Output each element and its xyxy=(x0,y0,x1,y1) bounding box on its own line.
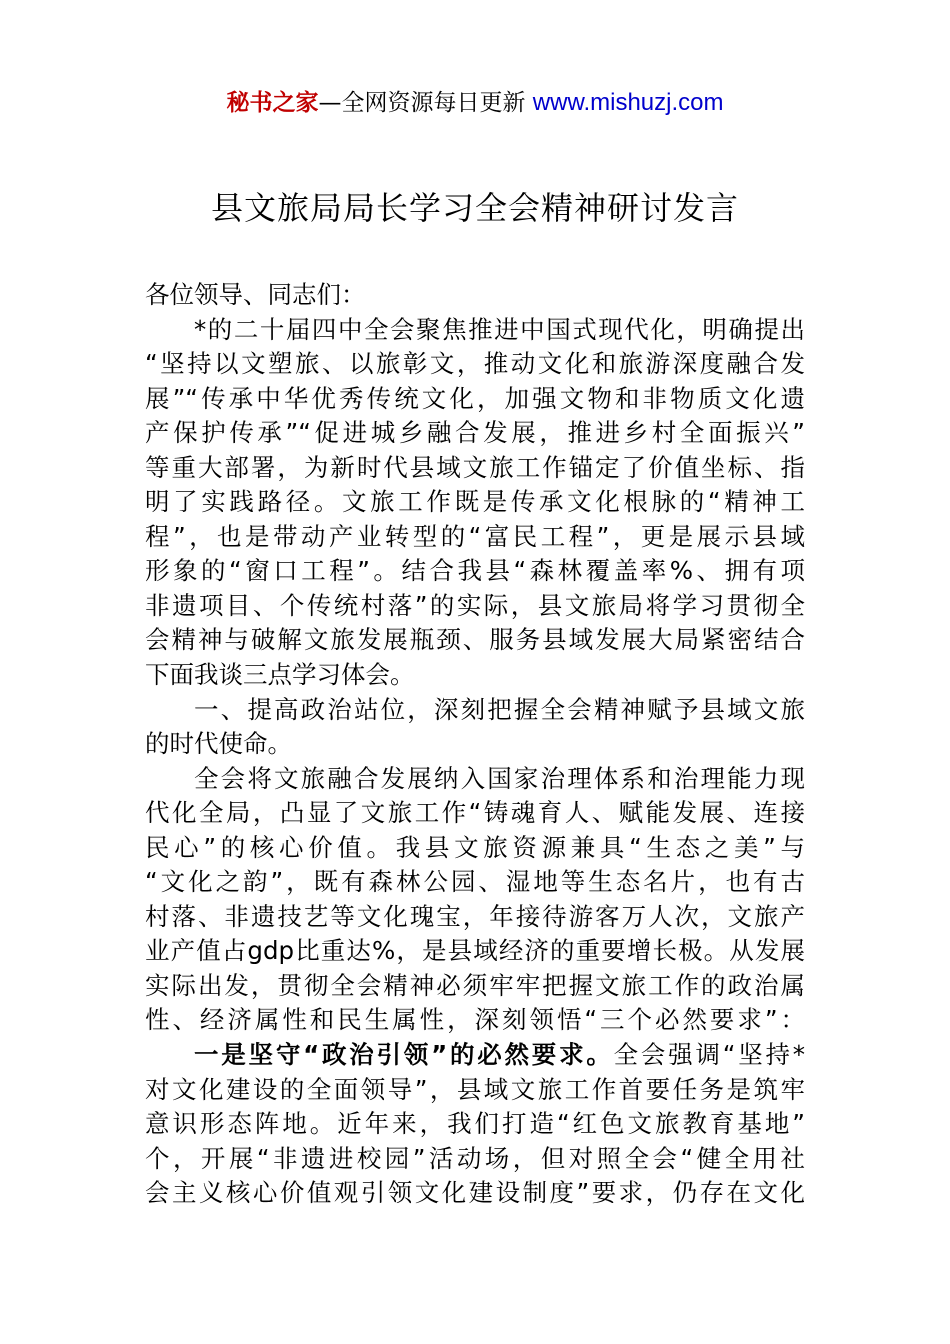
paragraph-line: *的二十届四中全会聚焦推进中国式现代化，明确提出 xyxy=(194,314,805,344)
paragraph-line: 程”，也是带动产业转型的“富民工程”，更是展示县域 xyxy=(145,521,805,551)
document-body xyxy=(145,278,805,1211)
paragraph-line: 非遗项目、个传统村落”的实际，县文旅局将学习贯彻全 xyxy=(145,590,805,620)
site-brand: 秘书之家 xyxy=(226,90,319,116)
site-url-link[interactable]: www.mishuzj.com xyxy=(532,89,724,116)
salutation-line: 各位领导、同志们： xyxy=(145,280,366,309)
site-slogan: —全网资源每日更新 xyxy=(318,90,533,116)
paragraph-line: 下面我谈三点学习体会。 xyxy=(145,660,415,690)
paragraph-line: 民心”的核心价值。我县文旅资源兼具“生态之美”与 xyxy=(145,832,805,862)
paragraph-line: 村落、非遗技艺等文化瑰宝，年接待游客万人次，文旅产 xyxy=(145,901,805,931)
site-header-banner xyxy=(0,86,950,120)
paragraph-line: 对文化建设的全面领导”，县域文旅工作首要任务是筑牢 xyxy=(145,1074,805,1104)
paragraph-line: 性、经济属性和民生属性，深刻领悟“三个必然要求”： xyxy=(145,1005,805,1035)
paragraph-line: 展”“传承中华优秀传统文化，加强文物和非物质文化遗 xyxy=(145,383,805,413)
document-title: 县文旅局局长学习全会精神研讨发言 xyxy=(210,189,739,227)
paragraph-line: 会主义核心价值观引领文化建设制度”要求，仍存在文化 xyxy=(145,1178,805,1208)
paragraph-line: 个，开展“非遗进校园”活动场，但对照全会“健全用社 xyxy=(145,1143,805,1173)
bold-paragraph-first-line xyxy=(145,1038,805,1073)
paragraph-line: 全会将文旅融合发展纳入国家治理体系和治理能力现 xyxy=(194,763,805,793)
paragraph-line: 代化全局，凸显了文旅工作“铸魂育人、赋能发展、连接 xyxy=(145,798,805,828)
paragraph-line: 明了实践路径。文旅工作既是传承文化根脉的“精神工 xyxy=(145,487,805,517)
section-heading-line: 一、提高政治站位，深刻把握全会精神赋予县域文旅 xyxy=(194,694,805,724)
paragraph-continuation: 全会强调“坚持* xyxy=(613,1040,805,1070)
paragraph-line: “坚持以文塑旅、以旅彰文，推动文化和旅游深度融合发 xyxy=(145,349,805,379)
paragraph-line: 实际出发，贯彻全会精神必须牢牢把握文旅工作的政治属 xyxy=(145,970,805,1000)
paragraph-line: 产保护传承”“促进城乡融合发展，推进乡村全面振兴” xyxy=(145,418,805,448)
paragraph-line: 形象的“窗口工程”。结合我县“森林覆盖率%、拥有项 xyxy=(145,556,805,586)
paragraph-line: 会精神与破解文旅发展瓶颈、服务县域发展大局紧密结合 xyxy=(145,625,805,655)
paragraph-line: 等重大部署，为新时代县域文旅工作锚定了价值坐标、指 xyxy=(145,452,805,482)
paragraph-line: “文化之韵”，既有森林公园、湿地等生态名片，也有古 xyxy=(145,867,805,897)
paragraph-line: 业产值占gdp比重达%，是县域经济的重要增长极。从发展 xyxy=(145,936,805,966)
section-heading-line: 的时代使命。 xyxy=(145,729,292,759)
bold-lead-text: 一是坚守“政治引领”的必然要求。 xyxy=(194,1040,614,1070)
paragraph-line: 意识形态阵地。近年来，我们打造“红色文旅教育基地” xyxy=(145,1109,805,1139)
